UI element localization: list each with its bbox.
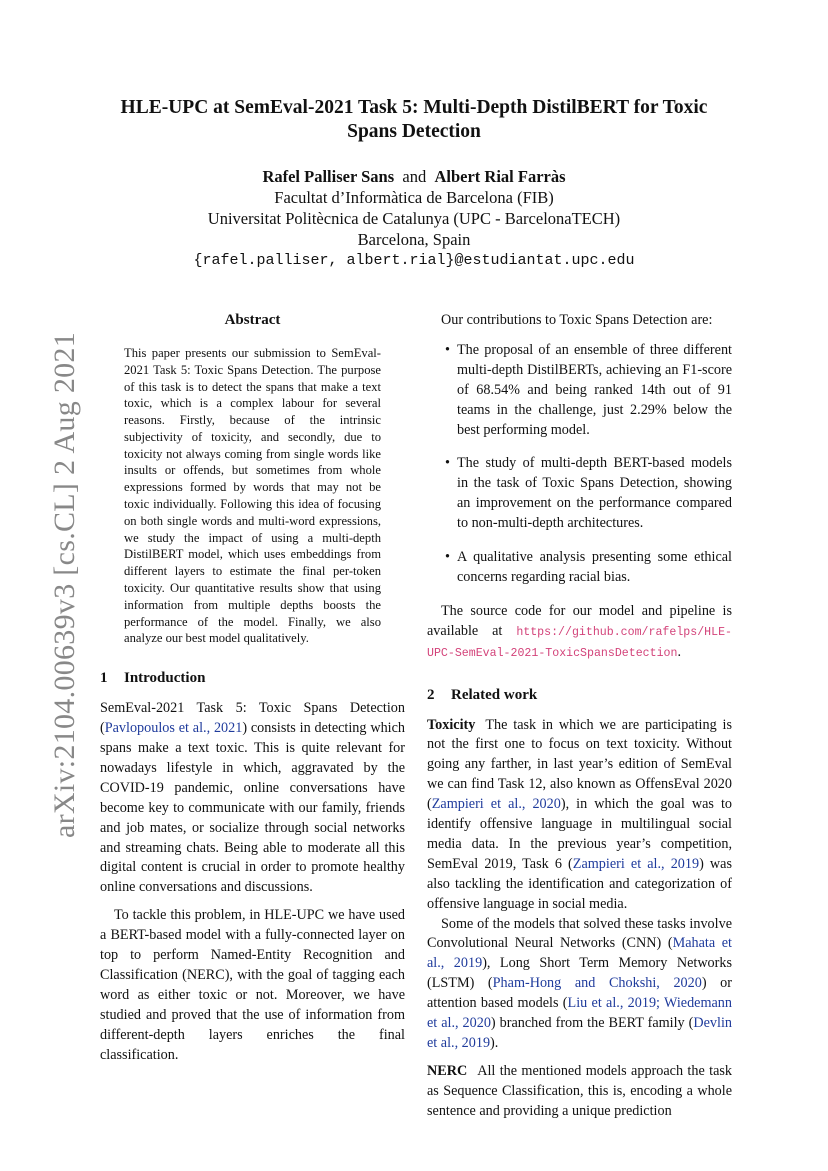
abstract-text: This paper presents our submission to SemEval-2021 Task 5: Toxic Spans Detection. The purpose of this task is to detect the spans that make a text toxic, which is a complex labour for several reasons. Firstly, because of the intrinsic subjectivity of toxicity, and secondly, due to toxicity not always coming from single words like insults or offends, but sometimes from whole expressions formed by words that may not be toxic individually. Following this idea of focusing on both single words and multi-word expressions, we study the impact of using a multi-depth DistilBERT model, which uses embeddings from different layers to estimate the final per-token toxicity. Our quantitative results show that using information from multiple depths boosts the performance of the model. Finally, we also analyze our best model qualitatively. bbox=[124, 345, 381, 646]
citation-link[interactable]: Zampieri et al., 2020 bbox=[431, 796, 561, 813]
citation-link[interactable]: Devlin et al., 2019 bbox=[427, 1015, 732, 1051]
contributions-lead: Our contributions to Toxic Spans Detection are: bbox=[441, 312, 713, 328]
section-title: Related work bbox=[451, 686, 538, 703]
author-1: Rafel Palliser Sans bbox=[262, 167, 395, 186]
title-line-1: HLE-UPC at SemEval-2021 Task 5: Multi-Depth DistilBERT for Toxic bbox=[120, 97, 708, 118]
bullet-icon: • bbox=[445, 341, 450, 358]
list-item bbox=[427, 454, 732, 534]
author-names bbox=[100, 166, 728, 187]
author-block bbox=[100, 166, 728, 271]
text-run: Some of the models that solved these tasks involve Convolutional Neural Networks (CNN) ( bbox=[427, 915, 732, 952]
section-heading-related-work bbox=[427, 686, 732, 706]
citation-link[interactable]: Pavlopoulos et al., 2021 bbox=[104, 720, 243, 737]
list-item-text: The study of multi-depth BERT-based models in the task of Toxic Spans Detection, showing an improvement on the performance compared to non-multi-depth architectures. bbox=[457, 455, 732, 532]
right-column bbox=[427, 311, 732, 1122]
toxicity-paragraph bbox=[427, 716, 732, 915]
text-run: . bbox=[677, 643, 682, 660]
text-run: The task in which we are participating is not the first one to focus on text toxicity. Without going any farther, in last year’s edition of SemEval we can find Task 12, also known as OffensEval 2020 ( bbox=[427, 716, 732, 813]
text-run: ) was also tackling the identification and categorization of offensive language in social media. bbox=[427, 855, 733, 912]
text-run: All the mentioned models approach the task as Sequence Classification, this is, encoding a whole sentence and providing a unique prediction bbox=[427, 1062, 732, 1119]
paper-title bbox=[80, 96, 748, 144]
section-number: 2 bbox=[427, 686, 435, 703]
author-2: Albert Rial Farràs bbox=[434, 167, 566, 186]
models-paragraph bbox=[427, 915, 732, 1054]
citation-link[interactable]: Liu et al., 2019; Wiedemann et al., 2020 bbox=[427, 995, 732, 1032]
text-run: ), in which the goal was to identify offensive language in multilingual social media data. In the previous year’s competition, SemEval 2019, Task 6 ( bbox=[427, 796, 732, 872]
affiliation-1: Facultat d’Informàtica de Barcelona (FIB) bbox=[274, 188, 554, 207]
citation-link[interactable]: Pham-Hong and Chokshi, 2020 bbox=[492, 975, 702, 992]
list-item bbox=[427, 341, 732, 441]
list-item bbox=[427, 548, 732, 588]
left-column bbox=[100, 311, 405, 1065]
intro-paragraph-1 bbox=[100, 699, 405, 898]
text-run: ) consists in detecting which spans make a text toxic. This is quite relevant for nowadays lifestyle in which, aggravated by the COVID-19 pandemic, online conversations have become key to communicate with our family, friends and job mates, or socialize through social networks and streaming chats. Being able to moderate all this digital content is crucial in order to promote healthy online conversations and discussions. bbox=[100, 720, 405, 896]
affiliation-2: Universitat Politècnica de Catalunya (UPC - BarcelonaTECH) bbox=[207, 209, 621, 228]
citation-link[interactable]: Mahata et al., 2019 bbox=[427, 935, 733, 972]
section-number: 1 bbox=[100, 670, 108, 687]
paragraph-heading: Toxicity bbox=[427, 716, 476, 733]
abstract-heading: Abstract bbox=[224, 312, 281, 328]
author-location: Barcelona, Spain bbox=[357, 230, 471, 249]
text-run: ) branched from the BERT family ( bbox=[490, 1015, 694, 1032]
author-conjunction: and bbox=[402, 167, 427, 186]
section-heading-introduction bbox=[100, 669, 405, 689]
section-title: Introduction bbox=[124, 670, 206, 687]
text-run: ) or attention based models ( bbox=[427, 975, 733, 1012]
text-run: SemEval-2021 Task 5: Toxic Spans Detection ( bbox=[100, 700, 405, 737]
citation-link[interactable]: Zampieri et al., 2019 bbox=[572, 855, 700, 872]
title-line-2: Spans Detection bbox=[347, 121, 481, 142]
bullet-icon: • bbox=[445, 549, 450, 566]
author-email: {rafel.palliser, albert.rial}@estudiantat.upc.edu bbox=[193, 252, 635, 269]
source-code-link[interactable]: https://github.com/rafelps/HLE-UPC-SemEval-2021-ToxicSpansDetection bbox=[427, 625, 732, 660]
contributions-list bbox=[427, 341, 732, 588]
paragraph-heading: NERC bbox=[427, 1062, 468, 1079]
text-run: The source code for our model and pipeline is available at bbox=[427, 602, 732, 639]
intro-paragraph-2: To tackle this problem, in HLE-UPC we have used a BERT-based model with a fully-connected layer on top to perform Named-Entity Recognition and Classification (NERC), with the goal of tagging each word as either toxic or not. Moreover, we have studied and proved that the use of information from different-depth layers enriches the final classification. bbox=[100, 907, 405, 1063]
arxiv-identifier: arXiv:2104.00639v3 [cs.CL] 2 Aug 2021 bbox=[48, 331, 81, 839]
text-run: ). bbox=[490, 1035, 499, 1051]
nerc-paragraph bbox=[427, 1062, 732, 1122]
bullet-icon: • bbox=[445, 455, 450, 472]
source-code-paragraph bbox=[427, 602, 732, 664]
list-item-text: The proposal of an ensemble of three different multi-depth DistilBERTs, achieving an F1-score of 68.54% and being ranked 14th out of 91 teams in the challenge, just 2.29% below the best performing model. bbox=[457, 341, 732, 438]
list-item-text: A qualitative analysis presenting some ethical concerns regarding racial bias. bbox=[457, 549, 732, 585]
text-run: ), Long Short Term Memory Networks (LSTM) ( bbox=[427, 955, 732, 992]
